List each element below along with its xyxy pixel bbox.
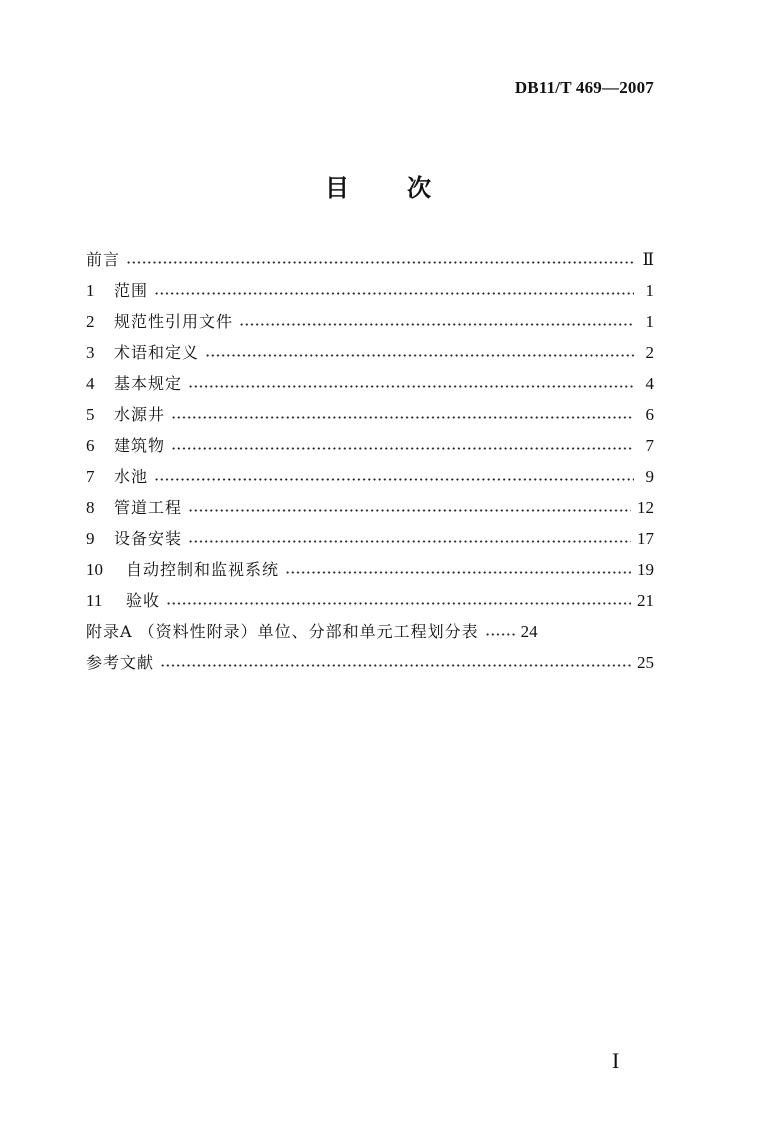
toc-dot-leader xyxy=(285,571,631,574)
toc-entry-equipment-installation[interactable] xyxy=(86,523,654,554)
toc-dot-leader xyxy=(171,416,634,419)
toc-entry-page: 7 xyxy=(645,436,654,455)
toc-entry-label: 前言 xyxy=(86,250,121,269)
toc-entry-pipeline-works[interactable] xyxy=(86,492,654,523)
toc-entry-acceptance[interactable] xyxy=(86,585,654,616)
toc-dot-leader xyxy=(205,354,634,357)
toc-entry-label: 基本规定 xyxy=(114,374,183,393)
toc-dot-leader xyxy=(154,292,634,295)
toc-dot-leader xyxy=(188,540,631,543)
toc-dot-leader xyxy=(126,261,634,264)
toc-entry-number: 4 xyxy=(86,374,95,393)
toc-entry-water-tank[interactable] xyxy=(86,461,654,492)
toc-entry-scope[interactable] xyxy=(86,275,654,306)
toc-entry-page: 9 xyxy=(645,467,654,486)
toc-dot-leader xyxy=(239,323,634,326)
toc-entry-page: 2 xyxy=(645,343,654,362)
toc-title-part1: 目 xyxy=(325,174,351,202)
toc-entry-page: 25 xyxy=(637,653,654,672)
toc-entry-number: 1 xyxy=(86,281,95,300)
toc-entry-label: 参考文献 xyxy=(86,653,155,672)
toc-entry-buildings[interactable] xyxy=(86,430,654,461)
toc-entry-label: 建筑物 xyxy=(114,436,166,455)
toc-entry-label: 验收 xyxy=(126,591,161,610)
toc-entry-label: 水源井 xyxy=(114,405,166,424)
toc-entry-number: 11 xyxy=(86,591,103,610)
toc-entry-normative-references[interactable] xyxy=(86,306,654,337)
toc-entry-automatic-control[interactable] xyxy=(86,554,654,585)
toc-dot-leader xyxy=(171,447,634,450)
toc-entry-appendix-a[interactable] xyxy=(86,616,654,647)
page-number: I xyxy=(612,1048,620,1073)
toc-entry-label: 水池 xyxy=(114,467,149,486)
toc-entry-terms[interactable] xyxy=(86,337,654,368)
toc-entry-page: 19 xyxy=(637,560,654,579)
toc-entry-label: 范围 xyxy=(114,281,149,300)
toc-entry-number: 5 xyxy=(86,405,95,424)
toc-entry-label: 术语和定义 xyxy=(114,343,200,362)
toc-entry-number: 3 xyxy=(86,343,95,362)
toc-entry-label: 规范性引用文件 xyxy=(114,312,234,331)
toc-entry-label: 附录A （资料性附录）单位、分部和单元工程划分表 xyxy=(86,622,479,641)
toc-dot-leader xyxy=(160,664,631,667)
toc-entry-page: Ⅱ xyxy=(642,250,654,269)
toc-entry-page: 1 xyxy=(645,281,654,300)
toc-entry-label: 设备安装 xyxy=(114,529,183,548)
toc-entry-water-well[interactable] xyxy=(86,399,654,430)
toc-entry-number: 9 xyxy=(86,529,95,548)
toc-entry-bibliography[interactable] xyxy=(86,647,654,678)
toc-entry-number: 2 xyxy=(86,312,95,331)
toc-dot-leader xyxy=(188,385,634,388)
toc-entry-page: 6 xyxy=(645,405,654,424)
toc-title xyxy=(0,168,758,203)
toc-entry-page: 1 xyxy=(645,312,654,331)
toc-entry-basic-rules[interactable] xyxy=(86,368,654,399)
toc-entry-number: 6 xyxy=(86,436,95,455)
toc-dot-leader xyxy=(485,633,515,636)
toc-entry-number: 7 xyxy=(86,467,95,486)
toc-entry-label: 自动控制和监视系统 xyxy=(126,560,280,579)
toc-dot-leader xyxy=(188,509,631,512)
toc-dot-leader xyxy=(166,602,631,605)
toc-entry-label: 管道工程 xyxy=(114,498,183,517)
toc-title-part2: 次 xyxy=(407,174,433,202)
toc-entry-number: 10 xyxy=(86,560,103,579)
table-of-contents xyxy=(86,244,654,678)
toc-entry-page: 12 xyxy=(637,498,654,517)
toc-entry-page: 17 xyxy=(637,529,654,548)
document-code: DB11/T 469—2007 xyxy=(514,78,654,97)
toc-entry-number: 8 xyxy=(86,498,95,517)
toc-entry-page: 24 xyxy=(520,622,538,641)
toc-dot-leader xyxy=(154,478,634,481)
toc-entry-preface[interactable] xyxy=(86,244,654,275)
toc-entry-page: 4 xyxy=(645,374,654,393)
toc-entry-page: 21 xyxy=(637,591,654,610)
